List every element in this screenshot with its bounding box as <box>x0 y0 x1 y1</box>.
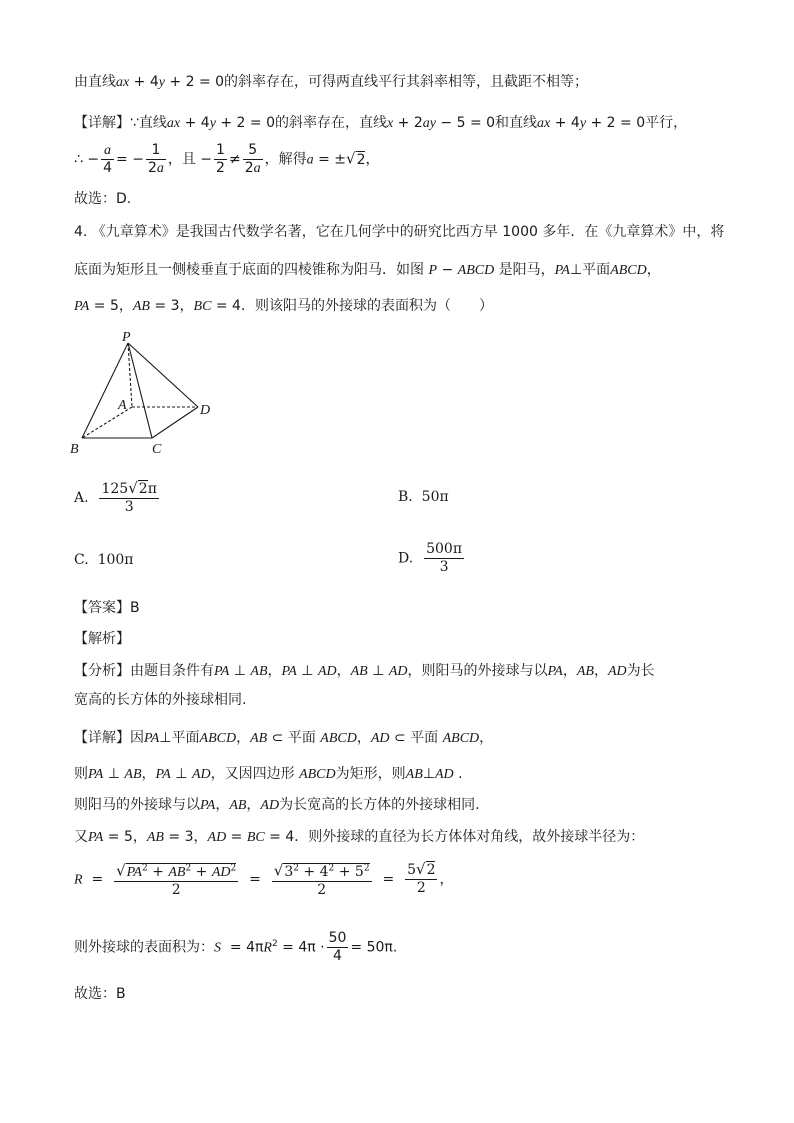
option-d[interactable]: D. $\frac{500\pi}{3}$ <box>398 541 463 575</box>
prev-result-line: ∴ − $\frac{a}{4}$ = − $\frac{1}{2a}$ ，且 − $\frac{1}{2}$ ≠ $\frac{5}{2a}$ ，解得a = ±√2， <box>74 142 380 176</box>
problem-line-3: PA = 5，AB = 3，BC = 4．则该阳马的外接球的表面积为（ ） <box>74 298 493 314</box>
analysis-line-1: 【分析】由题目条件有PA ⊥ AB，PA ⊥ AD，AB ⊥ AD，则阳马的外接球与以PA，AB，AD为长 <box>74 663 655 679</box>
prev-answer: 故选：D. <box>74 191 132 207</box>
detail-line-3: 则阳马的外接球与以PA，AB，AD为长宽高的长方体的外接球相同. <box>74 797 480 813</box>
label-b: B <box>70 442 79 457</box>
edge-cd <box>152 407 198 438</box>
detail-line-4: 又PA = 5，AB = 3，AD = BC = 4．则外接球的直径为长方体体对角线，故外接球半径为： <box>74 829 645 845</box>
label-p: P <box>122 330 131 345</box>
analysis-line-2: 宽高的长方体的外接球相同. <box>74 692 247 708</box>
problem-line-1: 4. 《九章算术》是我国古代数学名著，它在几何学中的研究比西方早 1000 多年．在《九章算术》中，将 <box>74 224 725 240</box>
intro-line: 由直线ax + 4y + 2 = 0的斜率存在，可得两直线平行其斜率相等，且截距不相等； <box>74 74 589 90</box>
detail-line-1: 【详解】因PA⊥平面ABCD，AB ⊂ 平面 ABCD，AD ⊂ 平面 ABCD， <box>74 730 494 746</box>
label-d: D <box>200 403 211 418</box>
option-b[interactable]: B. 50π <box>398 489 449 505</box>
prev-detail-label: 【详解】 <box>74 115 130 131</box>
pyramid-figure <box>60 325 230 460</box>
detail-line-2: 则PA ⊥ AB，PA ⊥ AD，又因四边形 ABCD为矩形，则AB⊥AD . <box>74 766 463 782</box>
problem-line-2: 底面为矩形且一侧棱垂直于底面的四棱锥称为阳马．如图 P − ABCD 是阳马，PA⊥平面ABCD， <box>74 262 661 278</box>
final-answer: 故选：B <box>74 986 126 1002</box>
edge-pd <box>128 343 198 407</box>
prev-detail-line: 【详解】∵直线ax + 4y + 2 = 0的斜率存在，直线x + 2ay − 5 = 0和直线ax + 4y + 2 = 0平行， <box>74 115 688 131</box>
radius-formula: R = $\frac{√PA^2 + AB^2 + AD^2}{2}$ = $\frac{√3^2 + 4^2 + 5^2}{2}$ = $\frac{5√2}{2}$ ， <box>74 860 454 898</box>
option-c[interactable]: C. 100π <box>74 552 134 568</box>
edge-pc <box>128 343 152 438</box>
label-a: A <box>118 398 127 413</box>
label-c: C <box>152 442 162 457</box>
area-formula: 则外接球的表面积为：$S = 4\pi R^2 = 4\pi$ · $\frac{50}{4}$ = 50π. <box>74 930 398 964</box>
analysis-label: 【解析】 <box>74 631 130 647</box>
option-a[interactable]: A. $\frac{125√2\pi}{3}$ <box>74 479 157 515</box>
answer-line: 【答案】B <box>74 600 140 616</box>
